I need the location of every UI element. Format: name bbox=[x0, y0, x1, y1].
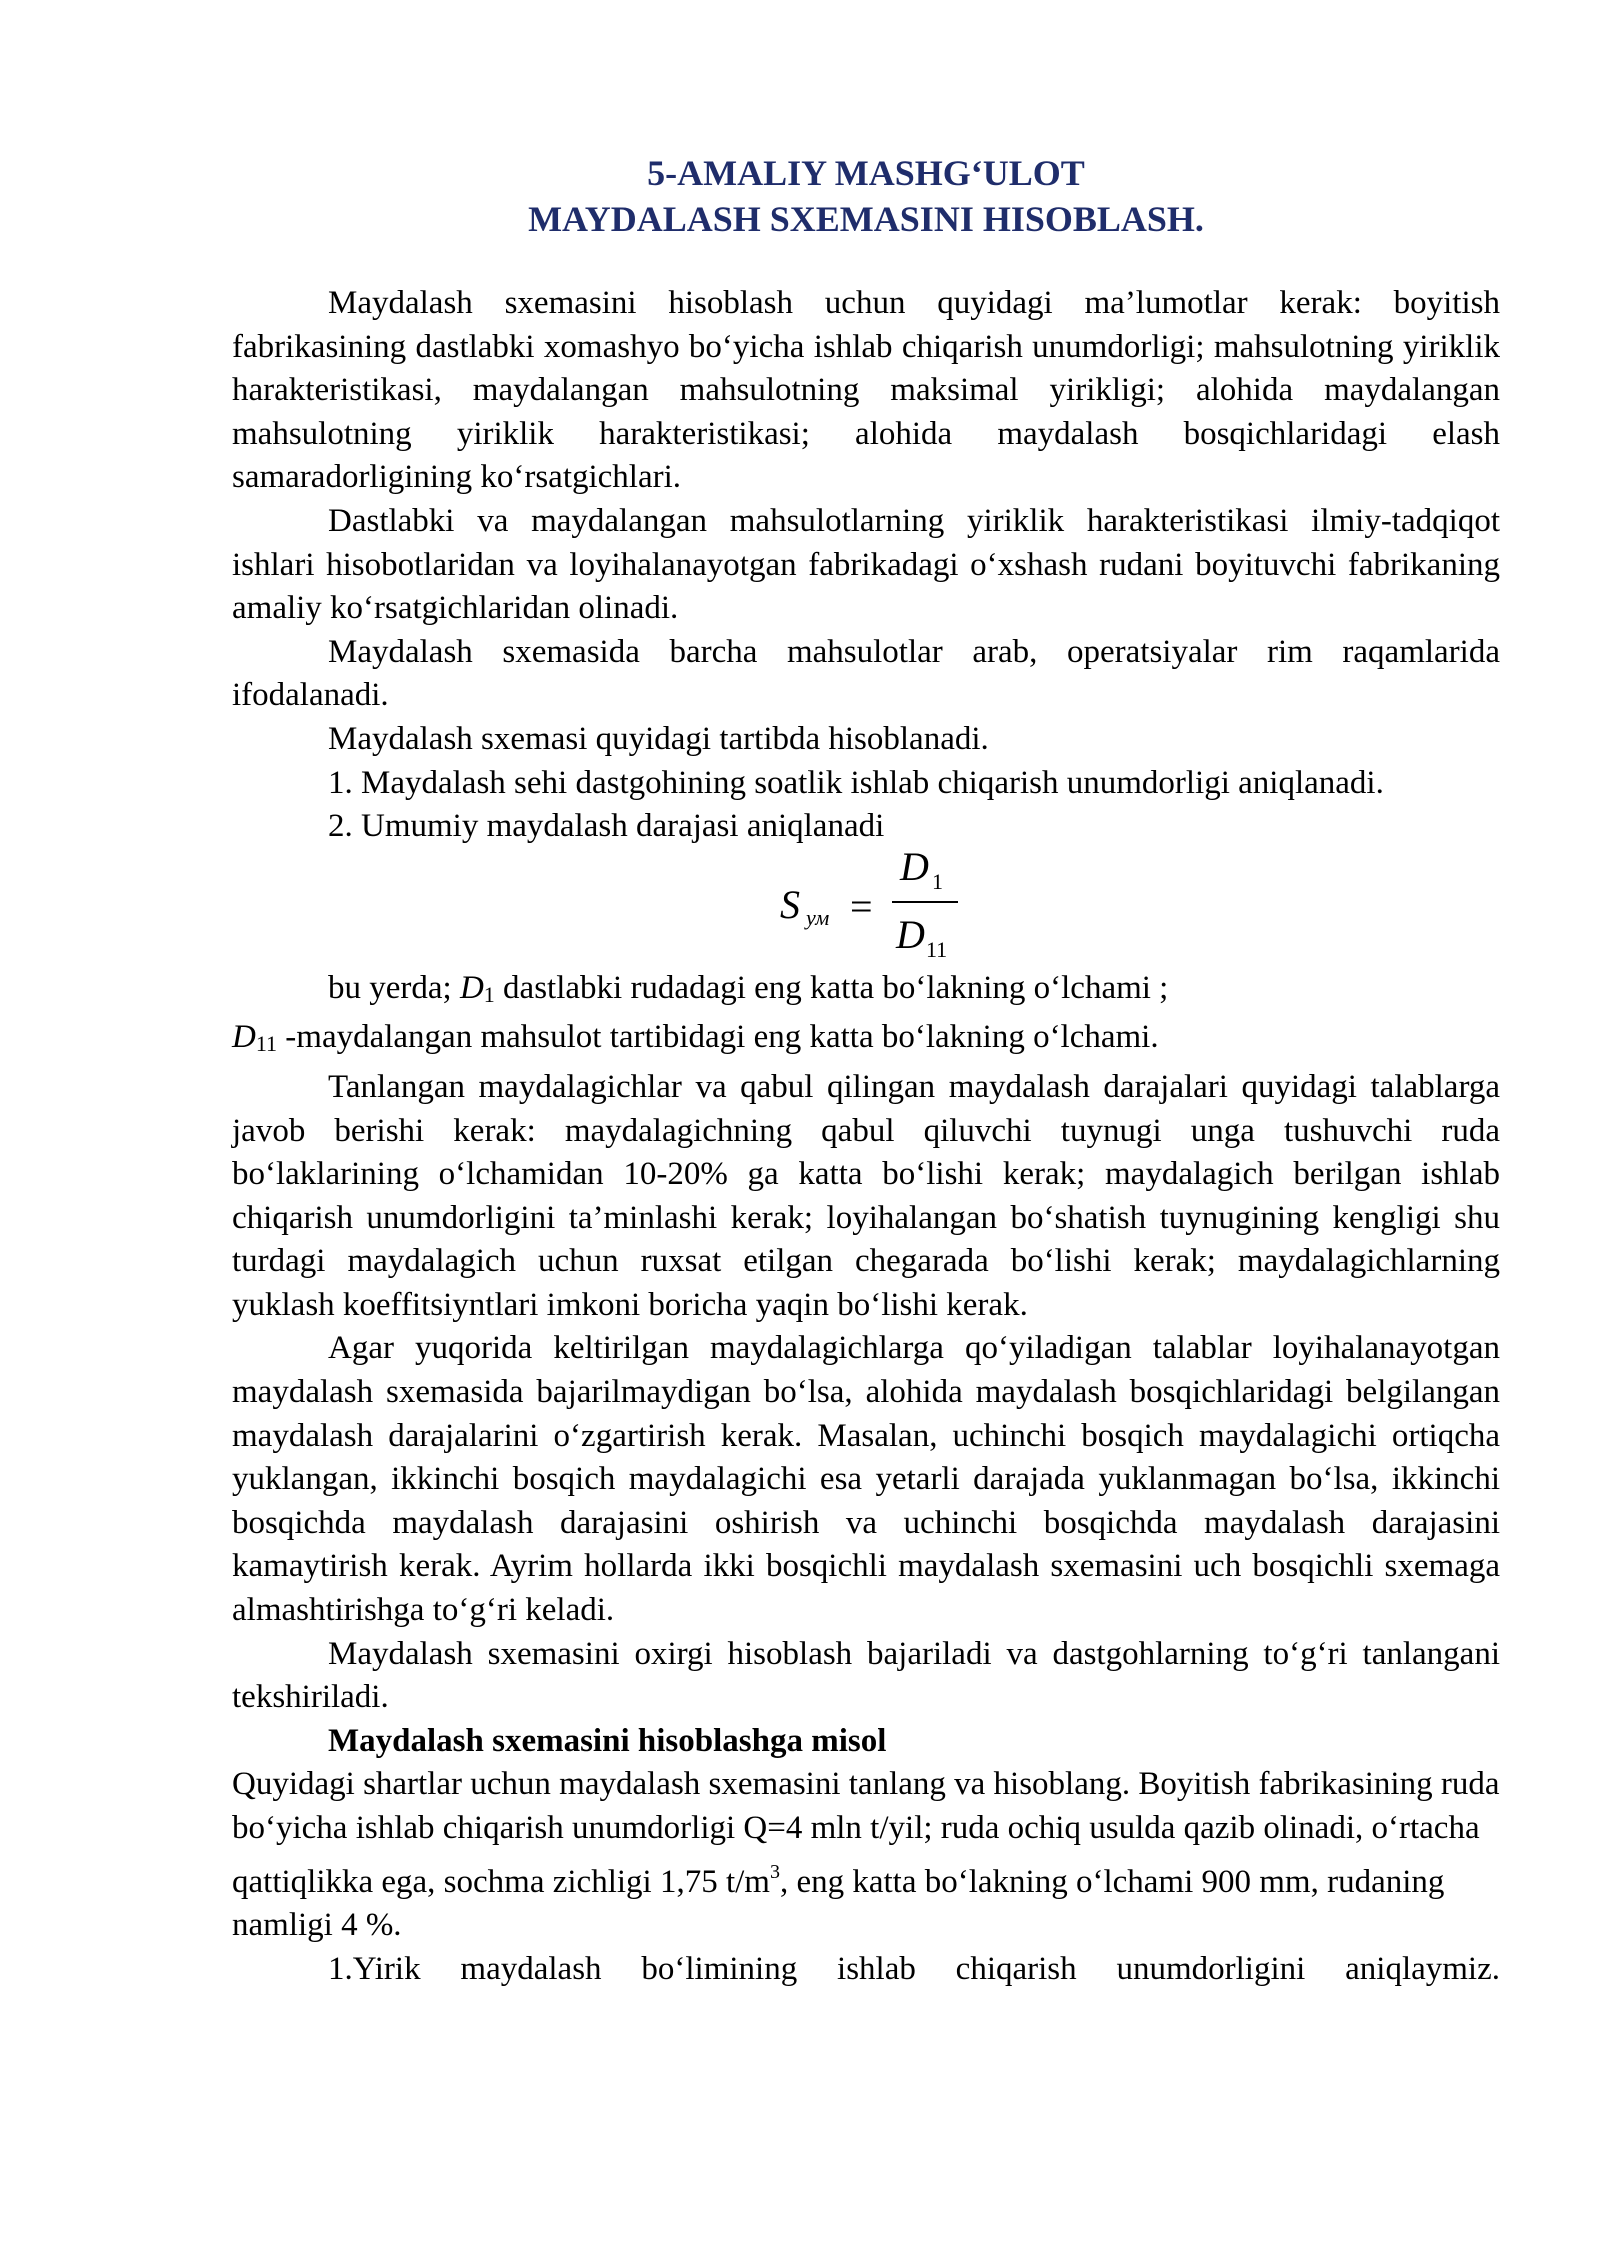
title-block bbox=[232, 150, 1500, 242]
formula-fraction-bar bbox=[892, 901, 958, 903]
p13-post: , eng katta bo‘lakning o‘lchami 900 mm, rudaning namligi 4 %. bbox=[232, 1863, 1445, 1944]
paragraph-3: Maydalash sxemasida barcha mahsulotlar arab, operatsiyalar rim raqamlarida ifodalanadi. bbox=[232, 633, 1500, 714]
formula-degree-of-crushing bbox=[232, 843, 1500, 967]
formula-denominator: D bbox=[896, 911, 925, 957]
p7-sub: 1 bbox=[483, 981, 495, 1007]
paragraph-4: Maydalash sxemasi quyidagi tartibda hisoblanadi. bbox=[328, 720, 989, 757]
paragraph-6: 2. Umumiy maydalash darajasi aniqlanadi bbox=[328, 808, 885, 845]
p8-post: -maydalangan mahsulot tartibidagi eng katta bo‘lakning o‘lchami. bbox=[277, 1019, 1159, 1056]
p13-sup: 3 bbox=[769, 1860, 780, 1883]
formula-numerator-subscript: 1 bbox=[932, 868, 943, 894]
formula-denominator-subscript: 11 bbox=[926, 936, 948, 962]
paragraph-2: Dastlabki va maydalangan mahsulotlarning yiriklik harakteristikasi ilmiy-tadqiqot ishlari hisobotlaridan va loyihalanayotgan fabrikadagi o‘xshash rudani boyituvchi fabrikaning amaliy ko‘rsatgichlaridan olinadi. bbox=[232, 502, 1500, 627]
example-heading: Maydalash sxemasini hisoblashga misol bbox=[328, 1722, 887, 1759]
paragraph-7 bbox=[232, 967, 1500, 1017]
paragraph-5: 1. Maydalash sehi dastgohining soatlik ishlab chiqarish unumdorligi aniqlanadi. bbox=[328, 764, 1384, 801]
formula-lhs-subscript: ум bbox=[806, 904, 830, 930]
p8-var: D bbox=[232, 1019, 256, 1056]
document-page bbox=[232, 150, 1500, 1991]
p13-pre: Quyidagi shartlar uchun maydalash sxemasini tanlang va hisoblang. Boyitish fabrikasining ruda bo‘yicha ishlab chiqarish unumdorligi Q=4 mln t/yil; ruda ochiq usulda qazib olinadi, o‘rtacha qattiqlikka ega, sochma zichligi 1,75 t/m bbox=[232, 1766, 1500, 1900]
paragraph-14: 1.Yirik maydalash bo‘limining ishlab chiqarish unumdorligini aniqlaymiz. bbox=[328, 1950, 1500, 1987]
paragraph-8 bbox=[232, 1016, 1500, 1066]
p8-sub: 11 bbox=[255, 1031, 278, 1057]
title-line-1: 5-AMALIY MASHG‘ULOT bbox=[647, 153, 1085, 193]
formula-numerator: D bbox=[900, 843, 929, 889]
p7-post: dastlabki rudadagi eng katta bo‘lakning o‘lchami ; bbox=[494, 969, 1169, 1006]
paragraph-11: Maydalash sxemasini oxirgi hisoblash bajariladi va dastgohlarning to‘g‘ri tanlangani tekshiriladi. bbox=[232, 1635, 1500, 1716]
formula-equals: = bbox=[850, 883, 873, 929]
paragraph-1: Maydalash sxemasini hisoblash uchun quyidagi ma’lumotlar kerak: boyitish fabrikasining dastlabki xomashyo bo‘yicha ishlab chiqarish unumdorligi; mahsulotning yiriklik harakteristikasi, maydalangan mahsulotning maksimal yirikligi; alohida maydalangan mahsulotning yiriklik harakteristikasi; alohida maydalash bosqichlaridagi elash samaradorligining ko‘rsatgichlari. bbox=[232, 285, 1500, 496]
paragraph-9: Tanlangan maydalagichlar va qabul qilingan maydalash darajalari quyidagi talablarga javob berishi kerak: maydalagichning qabul qiluvchi tuynugi unga tushuvchi ruda bo‘laklarining o‘lchamidan 10-20% ga katta bo‘lishi kerak; maydalagich berilgan ishlab chiqarish unumdorligini ta’minlashi kerak; loyihalangan bo‘shatish tuynugining kengligi shu turdagi maydalagich uchun ruxsat etilgan chegarada bo‘lishi kerak; maydalagichlarning yuklash koeffitsiyntlari imkoni boricha yaqin bo‘lishi kerak. bbox=[232, 1068, 1500, 1323]
paragraph-13 bbox=[232, 1763, 1500, 1947]
formula-lhs: S bbox=[780, 881, 800, 927]
p7-var: D bbox=[459, 969, 484, 1006]
paragraph-10: Agar yuqorida keltirilgan maydalagichlarga qo‘yiladigan talablar loyihalanayotgan maydalash sxemasida bajarilmaydigan bo‘lsa, alohida maydalash bosqichlaridagi belgilangan maydalash darajalarini o‘zgartirish kerak. Masalan, uchinchi bosqich maydalagichi ortiqcha yuklangan, ikkinchi bosqich maydalagichi esa yetarli darajada yuklanmagan bo‘lsa, ikkinchi bosqichda maydalash darajasini oshirish va uchinchi bosqichda maydalash darajasini kamaytirish kerak. Ayrim hollarda ikki bosqichli maydalash sxemasini uch bosqichli sxemaga almashtirishga to‘g‘ri keladi. bbox=[232, 1330, 1500, 1629]
title-line-2: MAYDALASH SXEMASINI HISOBLASH. bbox=[528, 199, 1204, 239]
p7-pre: bu yerda; bbox=[328, 969, 460, 1006]
